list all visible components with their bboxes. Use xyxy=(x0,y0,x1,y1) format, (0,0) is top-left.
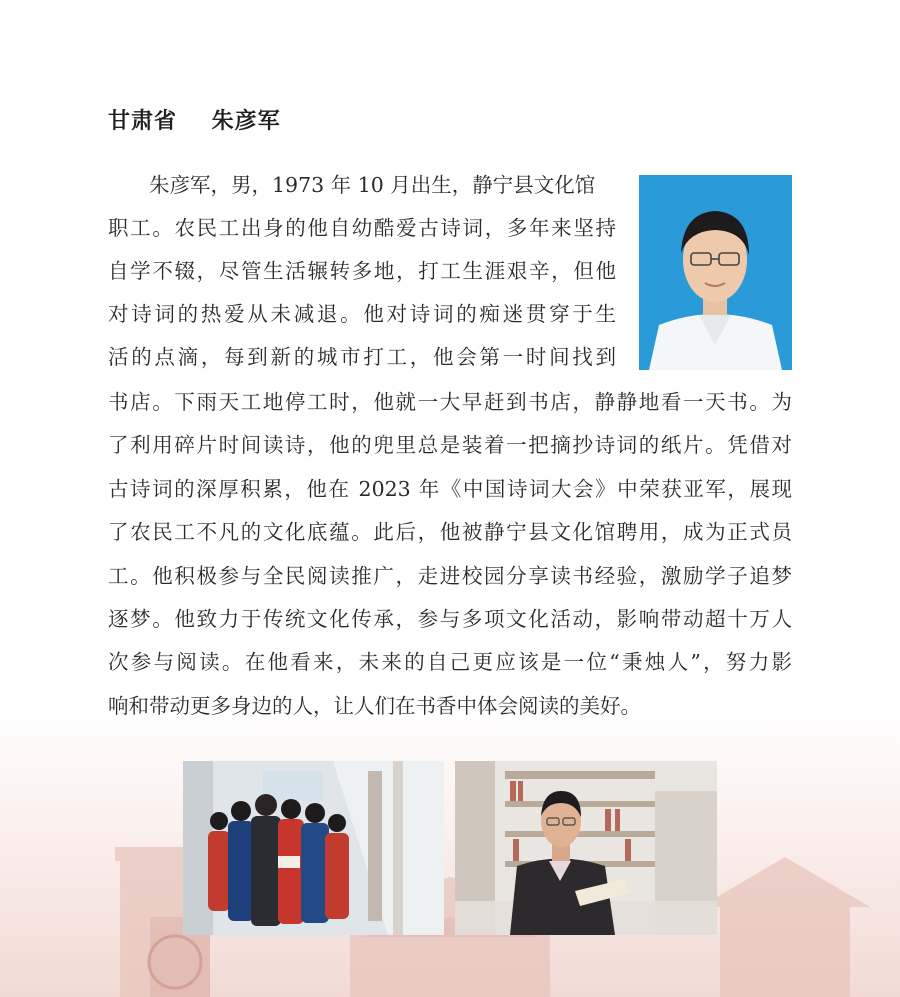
paragraph-line-12: 次参与阅读。在他看来，未来的自己更应该是一位“秉烛人”，努力影 xyxy=(108,650,792,674)
portrait-photo xyxy=(639,175,792,370)
paragraph-line-13: 响和带动更多身边的人，让人们在书香中体会阅读的美好。 xyxy=(108,694,641,718)
paragraph-line-2: 职工。农民工出身的他自幼酷爱古诗词，多年来坚持 xyxy=(108,216,616,240)
background-architecture-art xyxy=(0,707,900,997)
paragraph-line-3: 自学不辍，尽管生活辗转多地，打工生涯艰辛，但他 xyxy=(108,259,616,283)
paragraph-line-4: 对诗词的热爱从未减退。他对诗词的痴迷贯穿于生 xyxy=(108,302,616,326)
paragraph-line-9: 了农民工不凡的文化底蕴。此后，他被静宁县文化馆聘用，成为正式员 xyxy=(108,520,792,544)
paragraph-line-8: 古诗词的深厚积累，他在 2023 年《中国诗词大会》中荣获亚军，展现 xyxy=(108,477,792,501)
paragraph-line-11: 逐梦。他致力于传统文化传承，参与多项文化活动，影响带动超十万人 xyxy=(108,607,792,631)
paragraph-line-1: 朱彦军，男，1973 年 10 月出生，静宁县文化馆 xyxy=(149,173,596,197)
paragraph-line-10: 工。他积极参与全民阅读推广，走进校园分享读书经验，激励学子追梦 xyxy=(108,564,792,588)
paragraph-line-7: 了利用碎片时间读诗，他的兜里总是装着一把摘抄诗词的纸片。凭借对 xyxy=(108,433,792,457)
paragraph-line-6: 书店。下雨天工地停工时，他就一大早赶到书店，静静地看一天书。为 xyxy=(108,390,792,414)
paragraph-line-5: 活的点滴，每到新的城市打工，他会第一时间找到 xyxy=(108,345,616,369)
page-title: 甘肃省 朱彦军 xyxy=(108,108,281,134)
library-reading-photo xyxy=(455,761,717,935)
students-reading-photo xyxy=(183,761,444,935)
